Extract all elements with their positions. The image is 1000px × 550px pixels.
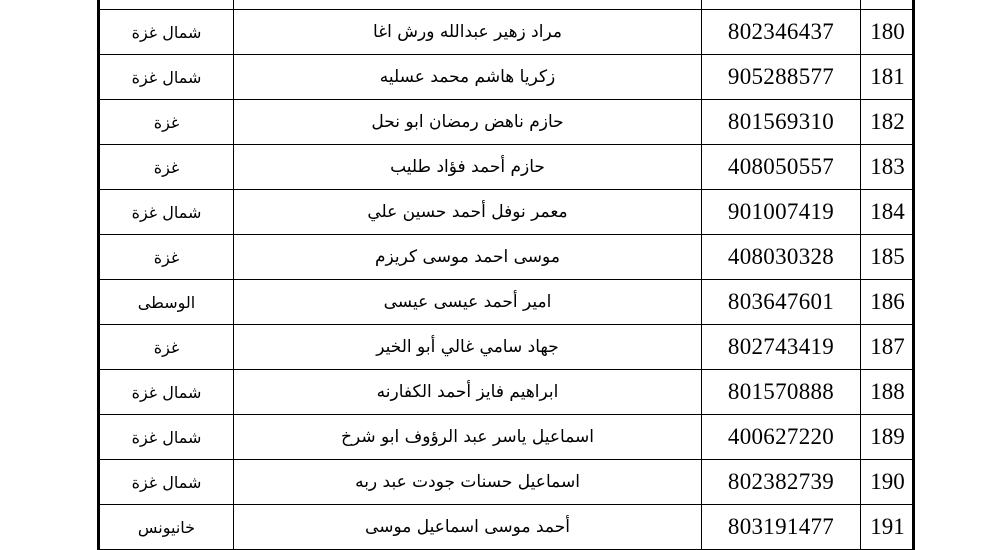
name-cell: أحمد موسى اسماعيل موسى — [234, 505, 702, 550]
row-number-cell: 181 — [861, 55, 915, 100]
name-cell: حازم ناهض رمضان ابو نحل — [234, 100, 702, 145]
table-row — [100, 370, 915, 415]
name-cell: اسماعيل حسنات جودت عبد ربه — [234, 460, 702, 505]
region-cell: غزة — [100, 325, 234, 370]
region-cell: شمال غزة — [100, 190, 234, 235]
row-number-cell: 183 — [861, 145, 915, 190]
table-row — [100, 100, 915, 145]
name-cell: امير أحمد عيسى عيسى — [234, 280, 702, 325]
row-number-cell: 180 — [861, 10, 915, 55]
id-number-cell: 803191477 — [702, 505, 861, 550]
row-number-cell: 185 — [861, 235, 915, 280]
name-cell: موسى احمد موسى كريزم — [234, 235, 702, 280]
table-row — [100, 10, 915, 55]
row-number-cell — [861, 0, 915, 10]
region-cell: شمال غزة — [100, 460, 234, 505]
id-number-cell: 408030328 — [702, 235, 861, 280]
table-row — [100, 415, 915, 460]
name-cell: مراد زهير عبدالله ورش اغا — [234, 10, 702, 55]
roster-table — [99, 0, 915, 550]
id-number-cell: 803647601 — [702, 280, 861, 325]
region-cell: غزة — [100, 235, 234, 280]
region-cell: خانيونس — [100, 505, 234, 550]
name-cell: معمر نوفل أحمد حسين علي — [234, 190, 702, 235]
id-number-cell — [702, 0, 861, 10]
table-row — [100, 145, 915, 190]
name-cell: جهاد سامي غالي أبو الخير — [234, 325, 702, 370]
table-row — [100, 280, 915, 325]
table-row — [100, 460, 915, 505]
table-row — [100, 325, 915, 370]
name-cell: زكريا هاشم محمد عسليه — [234, 55, 702, 100]
row-number-cell: 187 — [861, 325, 915, 370]
region-cell: شمال غزة — [100, 55, 234, 100]
table-row — [100, 55, 915, 100]
name-cell: حازم أحمد فؤاد طليب — [234, 145, 702, 190]
row-number-cell: 186 — [861, 280, 915, 325]
table-row — [100, 505, 915, 550]
row-number-cell: 184 — [861, 190, 915, 235]
name-cell: اسماعيل ياسر عبد الرؤوف ابو شرخ — [234, 415, 702, 460]
id-number-cell: 901007419 — [702, 190, 861, 235]
row-number-cell: 188 — [861, 370, 915, 415]
row-number-cell: 189 — [861, 415, 915, 460]
id-number-cell: 802382739 — [702, 460, 861, 505]
region-cell: غزة — [100, 100, 234, 145]
row-number-cell: 190 — [861, 460, 915, 505]
name-cell: ابراهيم فايز أحمد الكفارنه — [234, 370, 702, 415]
id-number-cell: 801570888 — [702, 370, 861, 415]
table-row-partial-top — [100, 0, 915, 10]
region-cell — [100, 0, 234, 10]
region-cell: شمال غزة — [100, 415, 234, 460]
row-number-cell: 191 — [861, 505, 915, 550]
region-cell: الوسطى — [100, 280, 234, 325]
id-number-cell: 905288577 — [702, 55, 861, 100]
region-cell: شمال غزة — [100, 10, 234, 55]
table-row — [100, 235, 915, 280]
id-number-cell: 801569310 — [702, 100, 861, 145]
table-row — [100, 190, 915, 235]
region-cell: غزة — [100, 145, 234, 190]
id-number-cell: 802743419 — [702, 325, 861, 370]
row-number-cell: 182 — [861, 100, 915, 145]
id-number-cell: 400627220 — [702, 415, 861, 460]
name-cell — [234, 0, 702, 10]
id-number-cell: 408050557 — [702, 145, 861, 190]
roster-table-body — [100, 0, 915, 550]
id-number-cell: 802346437 — [702, 10, 861, 55]
roster-sheet — [97, 0, 914, 550]
region-cell: شمال غزة — [100, 370, 234, 415]
